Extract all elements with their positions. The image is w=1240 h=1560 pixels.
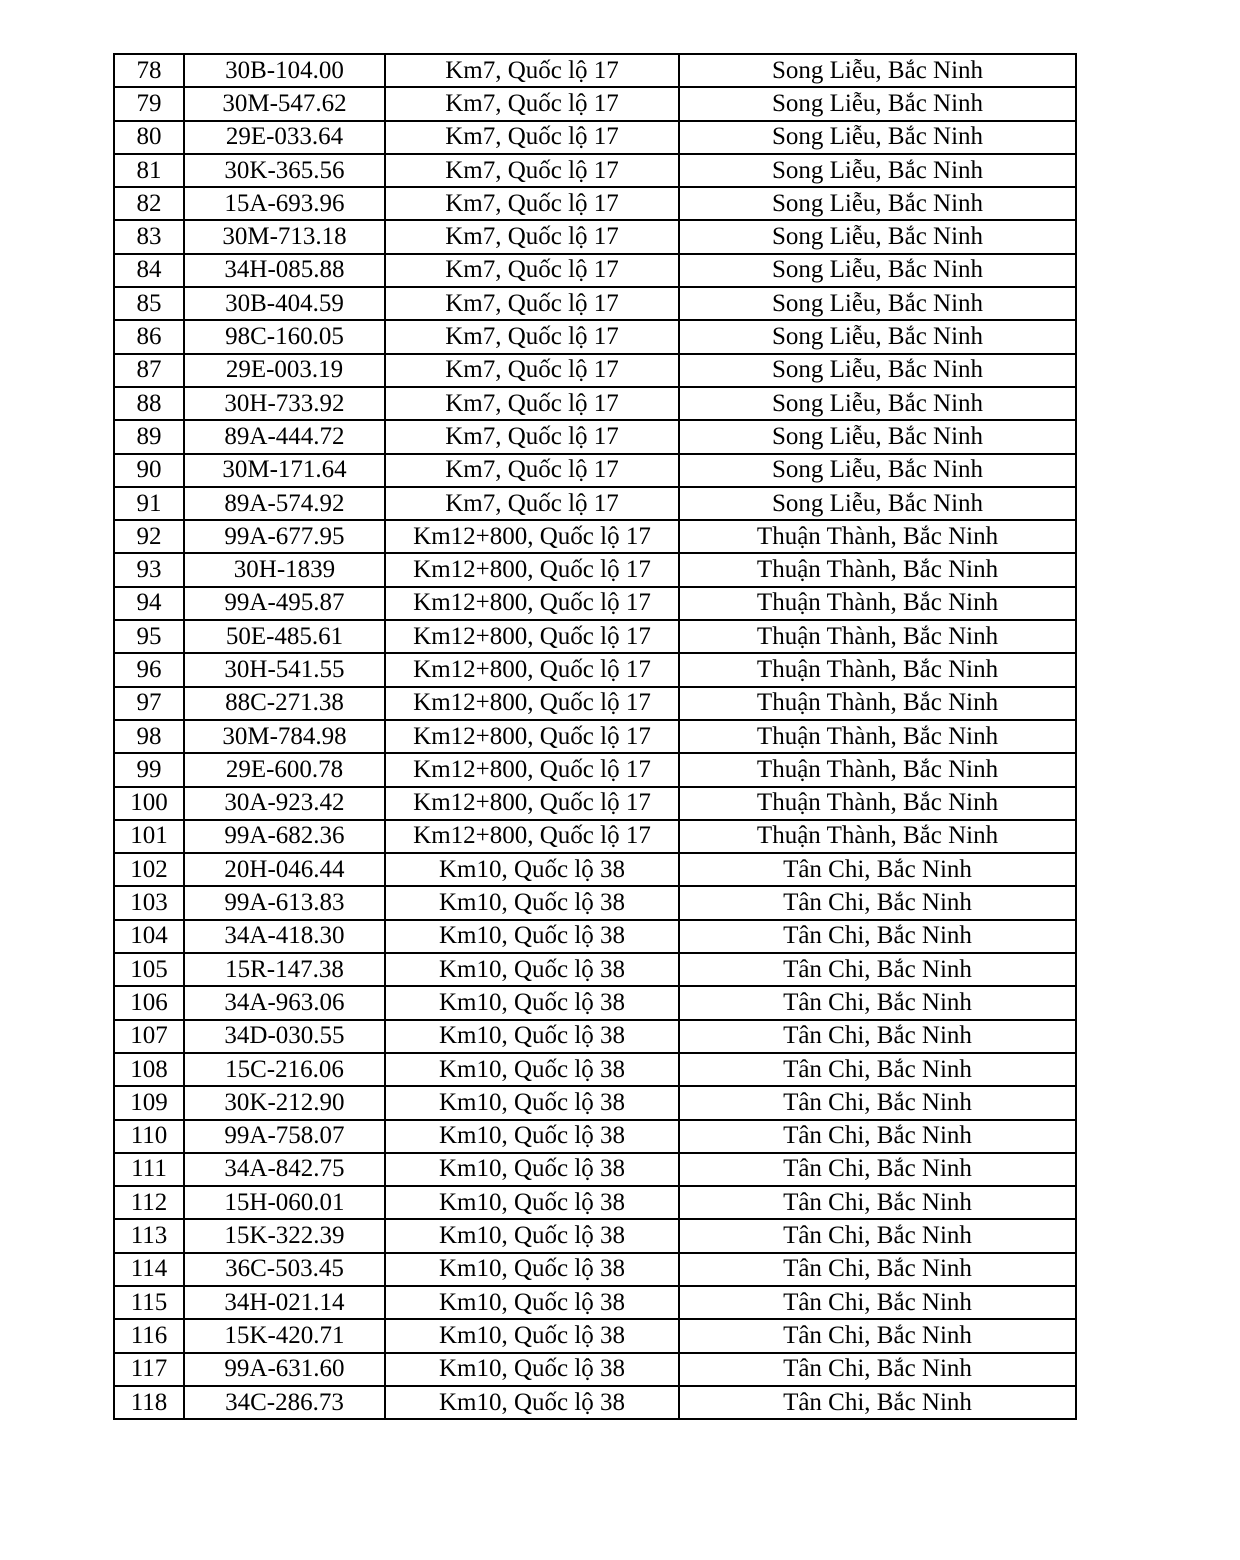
- violation-location-cell: Km10, Quốc lộ 38: [385, 1253, 679, 1286]
- license-plate-cell: 30B-404.59: [184, 287, 385, 320]
- license-plate-cell: 99A-495.87: [184, 587, 385, 620]
- table-row: [114, 986, 1076, 1019]
- row-number-cell: 110: [114, 1120, 184, 1153]
- table-row: [114, 187, 1076, 220]
- row-number-cell: 91: [114, 487, 184, 520]
- license-plate-cell: 30A-923.42: [184, 787, 385, 820]
- violations-table: [113, 53, 1077, 1420]
- license-plate-cell: 34A-963.06: [184, 986, 385, 1019]
- table-row: [114, 1386, 1076, 1419]
- violation-location-cell: Km7, Quốc lộ 17: [385, 454, 679, 487]
- violation-location-cell: Km12+800, Quốc lộ 17: [385, 520, 679, 553]
- table-row: [114, 920, 1076, 953]
- license-plate-cell: 99A-758.07: [184, 1120, 385, 1153]
- table-row: [114, 1353, 1076, 1386]
- violation-location-cell: Km7, Quốc lộ 17: [385, 387, 679, 420]
- violation-location-cell: Km7, Quốc lộ 17: [385, 320, 679, 353]
- row-number-cell: 90: [114, 454, 184, 487]
- table-row: [114, 587, 1076, 620]
- violation-location-cell: Km10, Quốc lộ 38: [385, 1386, 679, 1419]
- violation-location-cell: Km10, Quốc lộ 38: [385, 1120, 679, 1153]
- area-cell: Song Liễu, Bắc Ninh: [679, 254, 1076, 287]
- table-row: [114, 254, 1076, 287]
- violation-location-cell: Km10, Quốc lộ 38: [385, 886, 679, 919]
- row-number-cell: 88: [114, 387, 184, 420]
- license-plate-cell: 34A-842.75: [184, 1153, 385, 1186]
- area-cell: Thuận Thành, Bắc Ninh: [679, 653, 1076, 686]
- license-plate-cell: 34H-085.88: [184, 254, 385, 287]
- violation-location-cell: Km12+800, Quốc lộ 17: [385, 787, 679, 820]
- license-plate-cell: 30K-365.56: [184, 154, 385, 187]
- table-row: [114, 454, 1076, 487]
- area-cell: Thuận Thành, Bắc Ninh: [679, 520, 1076, 553]
- license-plate-cell: 30M-713.18: [184, 220, 385, 253]
- row-number-cell: 92: [114, 520, 184, 553]
- area-cell: Song Liễu, Bắc Ninh: [679, 287, 1076, 320]
- license-plate-cell: 15K-420.71: [184, 1319, 385, 1352]
- license-plate-cell: 30B-104.00: [184, 54, 385, 87]
- area-cell: Tân Chi, Bắc Ninh: [679, 1120, 1076, 1153]
- row-number-cell: 103: [114, 886, 184, 919]
- table-body: [114, 54, 1076, 1419]
- row-number-cell: 86: [114, 320, 184, 353]
- area-cell: Song Liễu, Bắc Ninh: [679, 454, 1076, 487]
- row-number-cell: 82: [114, 187, 184, 220]
- row-number-cell: 112: [114, 1186, 184, 1219]
- area-cell: Thuận Thành, Bắc Ninh: [679, 553, 1076, 586]
- violation-location-cell: Km7, Quốc lộ 17: [385, 87, 679, 120]
- table-row: [114, 1086, 1076, 1119]
- license-plate-cell: 34C-286.73: [184, 1386, 385, 1419]
- area-cell: Song Liễu, Bắc Ninh: [679, 320, 1076, 353]
- table-row: [114, 520, 1076, 553]
- area-cell: Tân Chi, Bắc Ninh: [679, 986, 1076, 1019]
- license-plate-cell: 34A-418.30: [184, 920, 385, 953]
- violation-location-cell: Km7, Quốc lộ 17: [385, 354, 679, 387]
- row-number-cell: 85: [114, 287, 184, 320]
- area-cell: Song Liễu, Bắc Ninh: [679, 420, 1076, 453]
- area-cell: Song Liễu, Bắc Ninh: [679, 54, 1076, 87]
- area-cell: Thuận Thành, Bắc Ninh: [679, 787, 1076, 820]
- row-number-cell: 101: [114, 820, 184, 853]
- violation-location-cell: Km10, Quốc lộ 38: [385, 986, 679, 1019]
- area-cell: Tân Chi, Bắc Ninh: [679, 853, 1076, 886]
- license-plate-cell: 30M-171.64: [184, 454, 385, 487]
- row-number-cell: 78: [114, 54, 184, 87]
- table-row: [114, 487, 1076, 520]
- area-cell: Song Liễu, Bắc Ninh: [679, 487, 1076, 520]
- license-plate-cell: 30M-547.62: [184, 87, 385, 120]
- table-row: [114, 121, 1076, 154]
- license-plate-cell: 99A-682.36: [184, 820, 385, 853]
- violation-location-cell: Km7, Quốc lộ 17: [385, 487, 679, 520]
- table-row: [114, 87, 1076, 120]
- table-row: [114, 1020, 1076, 1053]
- area-cell: Tân Chi, Bắc Ninh: [679, 1386, 1076, 1419]
- license-plate-cell: 15C-216.06: [184, 1053, 385, 1086]
- area-cell: Tân Chi, Bắc Ninh: [679, 1353, 1076, 1386]
- license-plate-cell: 30H-541.55: [184, 653, 385, 686]
- row-number-cell: 109: [114, 1086, 184, 1119]
- table-row: [114, 320, 1076, 353]
- area-cell: Song Liễu, Bắc Ninh: [679, 187, 1076, 220]
- area-cell: Song Liễu, Bắc Ninh: [679, 387, 1076, 420]
- row-number-cell: 113: [114, 1219, 184, 1252]
- row-number-cell: 96: [114, 653, 184, 686]
- license-plate-cell: 98C-160.05: [184, 320, 385, 353]
- license-plate-cell: 89A-444.72: [184, 420, 385, 453]
- row-number-cell: 89: [114, 420, 184, 453]
- license-plate-cell: 29E-600.78: [184, 753, 385, 786]
- row-number-cell: 111: [114, 1153, 184, 1186]
- row-number-cell: 95: [114, 620, 184, 653]
- license-plate-cell: 99A-677.95: [184, 520, 385, 553]
- table-row: [114, 787, 1076, 820]
- area-cell: Song Liễu, Bắc Ninh: [679, 220, 1076, 253]
- violation-location-cell: Km10, Quốc lộ 38: [385, 1219, 679, 1252]
- area-cell: Thuận Thành, Bắc Ninh: [679, 753, 1076, 786]
- table-row: [114, 387, 1076, 420]
- violation-location-cell: Km10, Quốc lộ 38: [385, 1319, 679, 1352]
- row-number-cell: 102: [114, 853, 184, 886]
- license-plate-cell: 15R-147.38: [184, 953, 385, 986]
- row-number-cell: 84: [114, 254, 184, 287]
- row-number-cell: 117: [114, 1353, 184, 1386]
- area-cell: Tân Chi, Bắc Ninh: [679, 920, 1076, 953]
- violation-location-cell: Km7, Quốc lộ 17: [385, 154, 679, 187]
- violation-location-cell: Km7, Quốc lộ 17: [385, 254, 679, 287]
- table-row: [114, 886, 1076, 919]
- violation-location-cell: Km10, Quốc lộ 38: [385, 1286, 679, 1319]
- license-plate-cell: 89A-574.92: [184, 487, 385, 520]
- table-row: [114, 1053, 1076, 1086]
- violation-location-cell: Km7, Quốc lộ 17: [385, 54, 679, 87]
- table-row: [114, 1153, 1076, 1186]
- license-plate-cell: 34H-021.14: [184, 1286, 385, 1319]
- row-number-cell: 87: [114, 354, 184, 387]
- violation-location-cell: Km10, Quốc lộ 38: [385, 1153, 679, 1186]
- area-cell: Song Liễu, Bắc Ninh: [679, 154, 1076, 187]
- license-plate-cell: 15K-322.39: [184, 1219, 385, 1252]
- license-plate-cell: 36C-503.45: [184, 1253, 385, 1286]
- area-cell: Tân Chi, Bắc Ninh: [679, 1053, 1076, 1086]
- violation-location-cell: Km12+800, Quốc lộ 17: [385, 687, 679, 720]
- row-number-cell: 114: [114, 1253, 184, 1286]
- license-plate-cell: 30H-1839: [184, 553, 385, 586]
- area-cell: Tân Chi, Bắc Ninh: [679, 886, 1076, 919]
- license-plate-cell: 29E-003.19: [184, 354, 385, 387]
- table-row: [114, 220, 1076, 253]
- area-cell: Tân Chi, Bắc Ninh: [679, 1153, 1076, 1186]
- row-number-cell: 108: [114, 1053, 184, 1086]
- row-number-cell: 81: [114, 154, 184, 187]
- violation-location-cell: Km10, Quốc lộ 38: [385, 1086, 679, 1119]
- violation-location-cell: Km10, Quốc lộ 38: [385, 953, 679, 986]
- table-row: [114, 1319, 1076, 1352]
- violation-location-cell: Km12+800, Quốc lộ 17: [385, 820, 679, 853]
- table-row: [114, 953, 1076, 986]
- license-plate-cell: 34D-030.55: [184, 1020, 385, 1053]
- violation-location-cell: Km10, Quốc lộ 38: [385, 1186, 679, 1219]
- license-plate-cell: 99A-631.60: [184, 1353, 385, 1386]
- area-cell: Tân Chi, Bắc Ninh: [679, 1020, 1076, 1053]
- row-number-cell: 80: [114, 121, 184, 154]
- area-cell: Thuận Thành, Bắc Ninh: [679, 587, 1076, 620]
- row-number-cell: 106: [114, 986, 184, 1019]
- violation-location-cell: Km12+800, Quốc lộ 17: [385, 620, 679, 653]
- violation-location-cell: Km10, Quốc lộ 38: [385, 920, 679, 953]
- area-cell: Tân Chi, Bắc Ninh: [679, 1186, 1076, 1219]
- violation-location-cell: Km10, Quốc lộ 38: [385, 1020, 679, 1053]
- table-row: [114, 54, 1076, 87]
- license-plate-cell: 88C-271.38: [184, 687, 385, 720]
- violation-location-cell: Km10, Quốc lộ 38: [385, 853, 679, 886]
- area-cell: Song Liễu, Bắc Ninh: [679, 354, 1076, 387]
- violation-location-cell: Km7, Quốc lộ 17: [385, 220, 679, 253]
- row-number-cell: 115: [114, 1286, 184, 1319]
- violation-location-cell: Km7, Quốc lộ 17: [385, 121, 679, 154]
- violation-location-cell: Km12+800, Quốc lộ 17: [385, 553, 679, 586]
- license-plate-cell: 99A-613.83: [184, 886, 385, 919]
- row-number-cell: 94: [114, 587, 184, 620]
- table-row: [114, 1286, 1076, 1319]
- violation-location-cell: Km7, Quốc lộ 17: [385, 187, 679, 220]
- row-number-cell: 118: [114, 1386, 184, 1419]
- area-cell: Song Liễu, Bắc Ninh: [679, 87, 1076, 120]
- row-number-cell: 104: [114, 920, 184, 953]
- license-plate-cell: 15A-693.96: [184, 187, 385, 220]
- area-cell: Tân Chi, Bắc Ninh: [679, 1319, 1076, 1352]
- license-plate-cell: 30H-733.92: [184, 387, 385, 420]
- license-plate-cell: 50E-485.61: [184, 620, 385, 653]
- table-row: [114, 1120, 1076, 1153]
- area-cell: Song Liễu, Bắc Ninh: [679, 121, 1076, 154]
- violation-location-cell: Km12+800, Quốc lộ 17: [385, 653, 679, 686]
- table-row: [114, 687, 1076, 720]
- area-cell: Thuận Thành, Bắc Ninh: [679, 620, 1076, 653]
- license-plate-cell: 20H-046.44: [184, 853, 385, 886]
- area-cell: Tân Chi, Bắc Ninh: [679, 1286, 1076, 1319]
- row-number-cell: 100: [114, 787, 184, 820]
- area-cell: Tân Chi, Bắc Ninh: [679, 1086, 1076, 1119]
- row-number-cell: 116: [114, 1319, 184, 1352]
- table-row: [114, 853, 1076, 886]
- row-number-cell: 83: [114, 220, 184, 253]
- table-row: [114, 1186, 1076, 1219]
- row-number-cell: 105: [114, 953, 184, 986]
- license-plate-cell: 30K-212.90: [184, 1086, 385, 1119]
- area-cell: Tân Chi, Bắc Ninh: [679, 953, 1076, 986]
- violation-location-cell: Km10, Quốc lộ 38: [385, 1053, 679, 1086]
- area-cell: Thuận Thành, Bắc Ninh: [679, 820, 1076, 853]
- row-number-cell: 98: [114, 720, 184, 753]
- row-number-cell: 93: [114, 553, 184, 586]
- area-cell: Thuận Thành, Bắc Ninh: [679, 687, 1076, 720]
- table-row: [114, 620, 1076, 653]
- license-plate-cell: 15H-060.01: [184, 1186, 385, 1219]
- violation-location-cell: Km12+800, Quốc lộ 17: [385, 587, 679, 620]
- violation-location-cell: Km12+800, Quốc lộ 17: [385, 753, 679, 786]
- row-number-cell: 107: [114, 1020, 184, 1053]
- violation-location-cell: Km12+800, Quốc lộ 17: [385, 720, 679, 753]
- table-row: [114, 287, 1076, 320]
- violation-location-cell: Km10, Quốc lộ 38: [385, 1353, 679, 1386]
- area-cell: Tân Chi, Bắc Ninh: [679, 1219, 1076, 1252]
- table-row: [114, 753, 1076, 786]
- table-row: [114, 154, 1076, 187]
- table-row: [114, 820, 1076, 853]
- violation-location-cell: Km7, Quốc lộ 17: [385, 420, 679, 453]
- area-cell: Tân Chi, Bắc Ninh: [679, 1253, 1076, 1286]
- table-row: [114, 720, 1076, 753]
- row-number-cell: 97: [114, 687, 184, 720]
- license-plate-cell: 29E-033.64: [184, 121, 385, 154]
- table-row: [114, 354, 1076, 387]
- table-row: [114, 653, 1076, 686]
- area-cell: Thuận Thành, Bắc Ninh: [679, 720, 1076, 753]
- violation-location-cell: Km7, Quốc lộ 17: [385, 287, 679, 320]
- table-row: [114, 1253, 1076, 1286]
- license-plate-cell: 30M-784.98: [184, 720, 385, 753]
- row-number-cell: 99: [114, 753, 184, 786]
- table-row: [114, 1219, 1076, 1252]
- table-row: [114, 420, 1076, 453]
- table-row: [114, 553, 1076, 586]
- row-number-cell: 79: [114, 87, 184, 120]
